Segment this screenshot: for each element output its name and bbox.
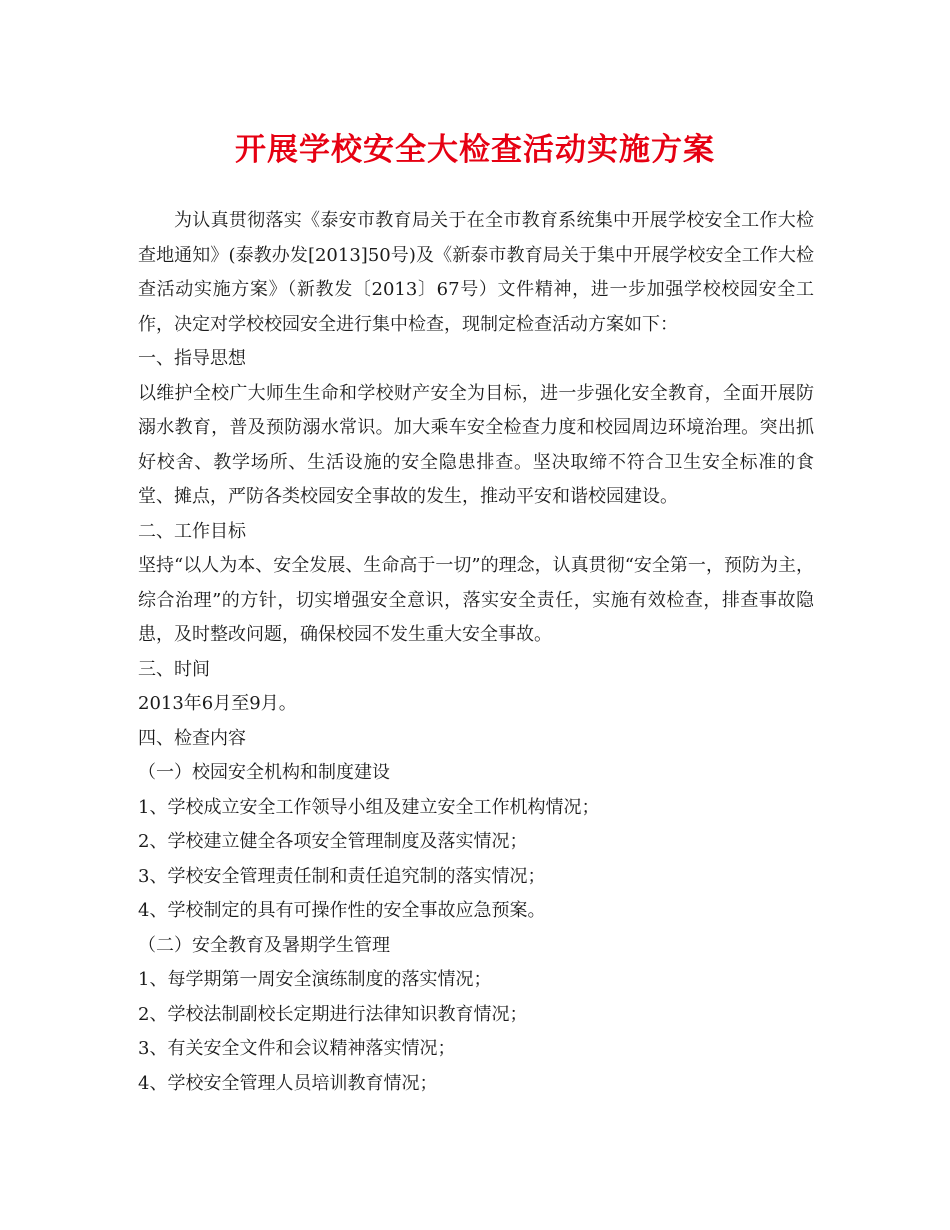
body-paragraph: 为认真贯彻落实《泰安市教育局关于在全市教育系统集中开展学校安全工作大检查地通知》(泰教办发[2013]50号)及《新泰市教育局关于集中开展学校安全工作大检查活动实施方案》（新教发〔2013〕67号）文件精神，进一步加强学校校园安全工作，决定对学校校园安全进行集中检查，现制定检查活动方案如下： [138, 210, 814, 335]
body-line: 坚持“以人为本、安全发展、生命高于一切”的理念，认真贯彻“安全第一，预防为主，综合治理”的方针，切实增强安全意识，落实安全责任，实施有效检查，排查事故隐患，及时整改问题，确保校园不发生重大安全事故。 [138, 555, 814, 645]
body-line: 2013年6月至9月。 [138, 693, 297, 714]
body-line: 3、学校安全管理责任制和责任追究制的落实情况； [138, 865, 546, 887]
body-line: 以维护全校广大师生生命和学校财产安全为目标，进一步强化安全教育，全面开展防溺水教育，普及预防溺水常识。加大乘车安全检查力度和校园周边环境治理。突出抓好校舍、教学场所、生活设施的安全隐患排查。坚决取缔不符合卫生安全标准的食堂、摊点，严防各类校园安全事故的发生，推动平安和谐校园建设。 [138, 382, 814, 507]
body-line: 2、学校法制副校长定期进行法律知识教育情况； [138, 1003, 528, 1025]
body-line: 4、学校制定的具有可操作性的安全事故应急预案。 [138, 900, 546, 921]
body-line: 4、学校安全管理人员培训教育情况； [138, 1072, 438, 1094]
body-line: （一）校园安全机构和制度建设 [138, 762, 390, 783]
body-line: 四、检查内容 [138, 727, 246, 749]
body-line: 一、指导思想 [138, 348, 246, 369]
body-line: 1、学校成立安全工作领导小组及建立安全工作机构情况； [138, 796, 600, 818]
body-line: 3、有关安全文件和会议精神落实情况； [138, 1038, 456, 1059]
body-line: 三、时间 [138, 658, 210, 680]
document-body [138, 204, 814, 1101]
body-line: 1、每学期第一周安全演练制度的落实情况； [138, 969, 492, 990]
body-line: 2、学校建立健全各项安全管理制度及落实情况； [138, 831, 528, 852]
body-line: 二、工作目标 [138, 520, 246, 542]
document-title: 开展学校安全大检查活动实施方案 [235, 132, 715, 168]
body-line: （二）安全教育及暑期学生管理 [138, 934, 390, 956]
